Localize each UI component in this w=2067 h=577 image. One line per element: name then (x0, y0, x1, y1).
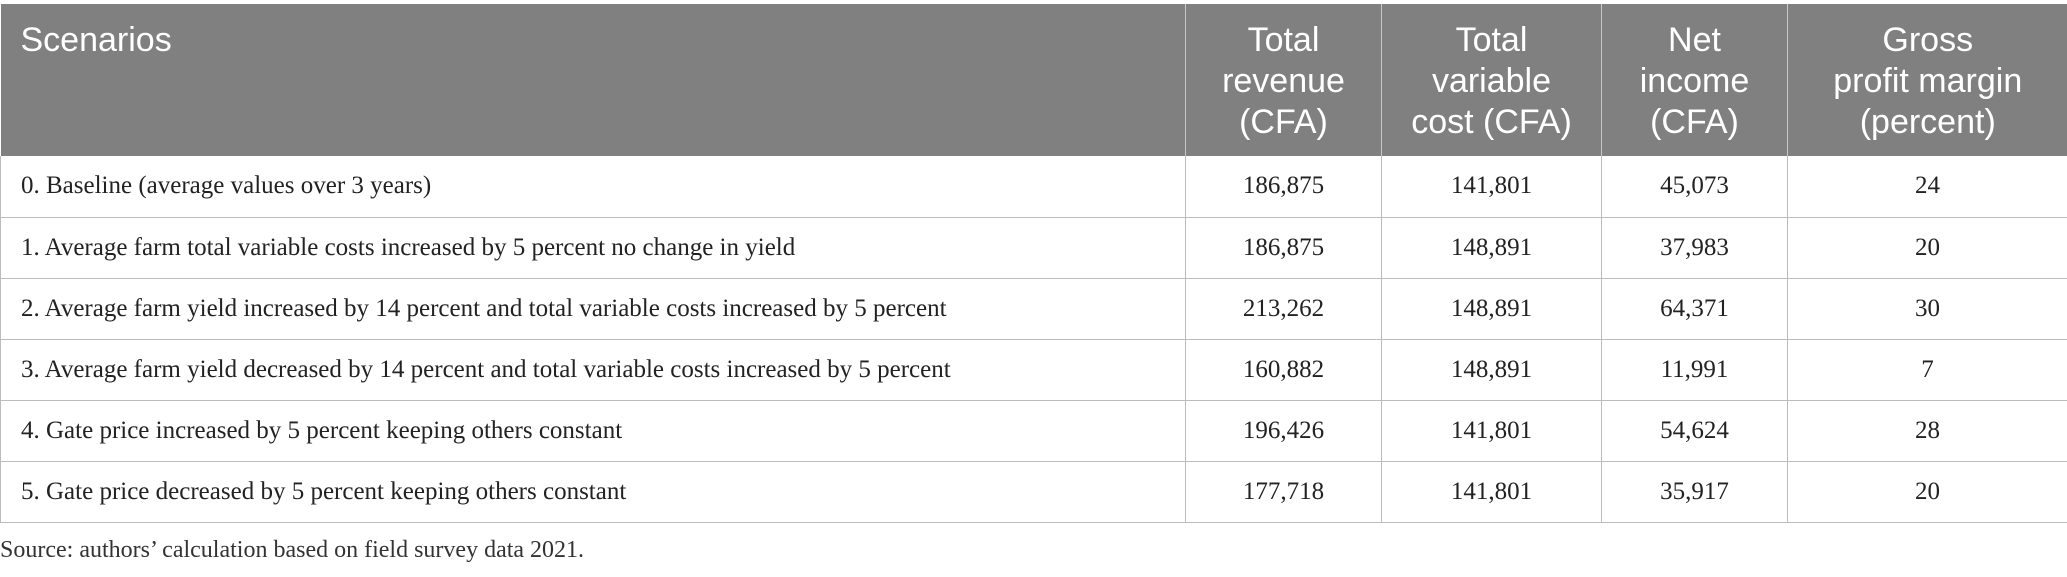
header-scenarios: Scenarios (1, 4, 1186, 156)
scenario-cell: 1. Average farm total variable costs increased by 5 percent no change in yield (1, 217, 1186, 278)
total-variable-cost-cell: 148,891 (1382, 217, 1602, 278)
table-row (1, 217, 2067, 278)
total-variable-cost-cell: 148,891 (1382, 339, 1602, 400)
scenario-cell: 3. Average farm yield decreased by 14 percent and total variable costs increased by 5 percent (1, 339, 1186, 400)
scenario-table (0, 4, 2067, 523)
scenario-cell: 4. Gate price increased by 5 percent keeping others constant (1, 400, 1186, 461)
header-row (1, 4, 2067, 156)
net-income-cell: 45,073 (1602, 156, 1788, 217)
gross-profit-margin-cell: 7 (1788, 339, 2067, 400)
table-row (1, 278, 2067, 339)
table-header (1, 4, 2067, 156)
header-total-revenue: Total revenue (CFA) (1186, 4, 1382, 156)
gross-profit-margin-cell: 20 (1788, 217, 2067, 278)
total-revenue-cell: 177,718 (1186, 461, 1382, 522)
net-income-cell: 64,371 (1602, 278, 1788, 339)
scenario-cell: 5. Gate price decreased by 5 percent keeping others constant (1, 461, 1186, 522)
table-row (1, 339, 2067, 400)
table-row (1, 156, 2067, 217)
header-total-variable-cost: Total variable cost (CFA) (1382, 4, 1602, 156)
net-income-cell: 11,991 (1602, 339, 1788, 400)
net-income-cell: 54,624 (1602, 400, 1788, 461)
total-variable-cost-cell: 141,801 (1382, 400, 1602, 461)
total-variable-cost-cell: 141,801 (1382, 156, 1602, 217)
table-row (1, 461, 2067, 522)
scenario-table-container (0, 4, 2067, 523)
header-net-income: Net income (CFA) (1602, 4, 1788, 156)
total-revenue-cell: 186,875 (1186, 217, 1382, 278)
scenario-cell: 0. Baseline (average values over 3 years) (1, 156, 1186, 217)
gross-profit-margin-cell: 20 (1788, 461, 2067, 522)
total-revenue-cell: 160,882 (1186, 339, 1382, 400)
gross-profit-margin-cell: 30 (1788, 278, 2067, 339)
total-variable-cost-cell: 141,801 (1382, 461, 1602, 522)
scenario-cell: 2. Average farm yield increased by 14 percent and total variable costs increased by 5 percent (1, 278, 1186, 339)
gross-profit-margin-cell: 24 (1788, 156, 2067, 217)
total-revenue-cell: 196,426 (1186, 400, 1382, 461)
gross-profit-margin-cell: 28 (1788, 400, 2067, 461)
total-revenue-cell: 186,875 (1186, 156, 1382, 217)
source-note: Source: authors’ calculation based on field survey data 2021. (0, 537, 585, 563)
net-income-cell: 37,983 (1602, 217, 1788, 278)
table-body (1, 156, 2067, 522)
net-income-cell: 35,917 (1602, 461, 1788, 522)
total-variable-cost-cell: 148,891 (1382, 278, 1602, 339)
header-gross-profit-margin: Gross profit margin (percent) (1788, 4, 2067, 156)
table-row (1, 400, 2067, 461)
total-revenue-cell: 213,262 (1186, 278, 1382, 339)
